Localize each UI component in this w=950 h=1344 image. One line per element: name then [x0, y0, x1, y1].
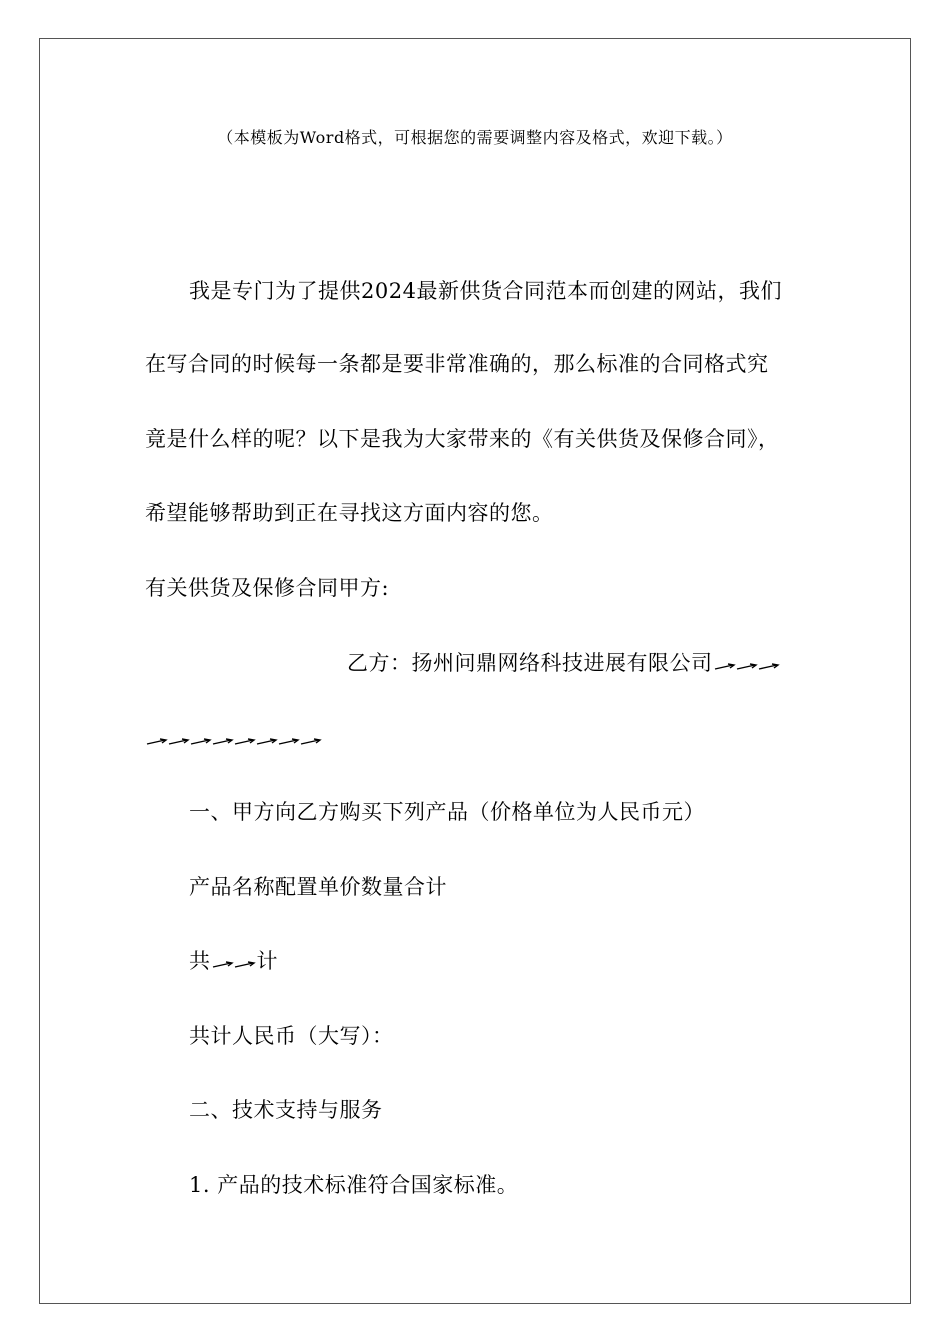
- party-b-line: [347, 648, 783, 678]
- intro-line-1: 我是专门为了提供2024最新供货合同范本而创建的网站，我们: [189, 279, 782, 303]
- total-suffix: 计: [256, 949, 278, 973]
- item-1: 1. 产品的技术标准符合国家标准。: [189, 1173, 519, 1197]
- intro-line-3: 竟是什么样的呢？以下是我为大家带来的《有关供货及保修合同》，: [145, 427, 780, 451]
- arrow-blanks-icon: [145, 730, 323, 750]
- template-note: （本模板为Word格式，可根据您的需要调整内容及格式，欢迎下载。）: [217, 128, 733, 147]
- party-b-text: 乙方：扬州问鼎网络科技进展有限公司: [347, 651, 713, 675]
- section-2-heading: 二、技术支持与服务: [189, 1098, 383, 1122]
- product-table-header: 产品名称配置单价数量合计: [189, 875, 447, 899]
- intro-line-2: 在写合同的时候每一条都是要非常准确的，那么标准的合同格式究: [145, 352, 769, 376]
- section-1-heading: 一、甲方向乙方购买下列产品（价格单位为人民币元）: [189, 800, 705, 824]
- total-prefix: 共: [189, 949, 211, 973]
- intro-line-4: 希望能够帮助到正在寻找这方面内容的您。: [145, 501, 554, 525]
- arrow-blanks-icon: [211, 953, 257, 973]
- party-a-line: 有关供货及保修合同甲方:: [145, 576, 390, 600]
- blank-arrows-line: [145, 723, 323, 753]
- total-line: [189, 946, 278, 976]
- total-rmb-line: 共计人民币（大写）：: [189, 1024, 394, 1048]
- arrow-blanks-icon: [713, 655, 783, 675]
